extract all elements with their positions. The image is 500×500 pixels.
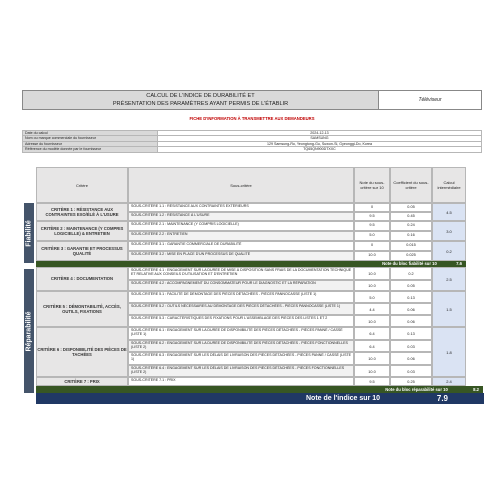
score-table [24, 167, 483, 393]
coef-2-2: 0.16 [390, 231, 432, 241]
reparabilite-total-value: 8.2 [473, 387, 479, 392]
section-fiabilite-label: Fiabilité [25, 219, 33, 247]
coef-5-2: 0.06 [390, 303, 432, 315]
note-4-1: 10.0 [354, 267, 390, 280]
subcriterion-2-2: SOUS-CRITÈRE 2.2 : ENTRETIEN [128, 231, 354, 241]
note-6-3: 10.0 [354, 352, 390, 365]
criterion-2: CRITÈRE 2 : MAINTENANCE (Y COMPRIS LOGICIELLE) & ENTRETIEN [36, 221, 128, 241]
section-fiabilite [24, 203, 34, 263]
info-label: Date du calcul [23, 131, 158, 136]
subcriterion-3-1: SOUS-CRITÈRE 3.1 : GARANTIE COMMERCIALE DE DURABILITÉ [128, 241, 354, 251]
note-7-1: 9.5 [354, 377, 390, 386]
coef-6-2: 0.03 [390, 340, 432, 353]
info-value: TQ65QN900DTXXC [158, 147, 482, 152]
calc-7: 2.4 [432, 377, 466, 386]
criterion-3: CRITÈRE 3 : GARANTIE ET PROCESSUS QUALITÉ [36, 241, 128, 261]
fiche-notice: FICHE D'INFORMATION À TRANSMETTRE AUX DEMANDEURS [189, 116, 315, 121]
info-table [22, 130, 482, 153]
coef-7-1: 0.25 [390, 377, 432, 386]
note-6-4: 10.0 [354, 365, 390, 378]
reparabilite-total-label: Note du bloc réparabilité sur 10 [385, 387, 448, 392]
note-3-1: 0 [354, 241, 390, 251]
subcriterion-7-1: SOUS-CRITÈRE 7.1 : PRIX [128, 377, 354, 386]
subcriterion-5-3: SOUS-CRITÈRE 5.3 : CARACTÉRISTIQUES DES FIXATIONS POUR L'ASSEMBLAGE DES PIÈCES DES LISTES 1 ET 2 [128, 315, 354, 327]
info-label: Référence du modèle donnée par le fournisseur [23, 147, 158, 152]
subcriterion-1-1: SOUS-CRITÈRE 1.1 : RÉSISTANCE AUX CONTRAINTES EXTÉRIEURS [128, 203, 354, 212]
final-score-bar [36, 393, 484, 404]
calc-4: 2.5 [432, 267, 466, 291]
product-type: Téléviseur [379, 91, 481, 109]
calc-3: 0.2 [432, 241, 466, 261]
subcriterion-6-4: SOUS-CRITÈRE 6.4 : ENGAGEMENT SUR LES DÉLAIS DE LIVRAISON DES PIÈCES DÉTACHÉES - PIÈCES FONCTIONNELLES (LISTE 2) [128, 365, 354, 378]
col-header-critere: Critère [36, 167, 128, 203]
note-5-2: 4.4 [354, 303, 390, 315]
note-2-1: 9.5 [354, 221, 390, 231]
coef-5-1: 0.13 [390, 291, 432, 303]
info-label: Nom ou marque commerciale du fournisseur [23, 136, 158, 141]
coef-1-1: 0.05 [390, 203, 432, 212]
col-header-sous-critere: Sous-critère [128, 167, 354, 203]
calc-1: 4.5 [432, 203, 466, 221]
criterion-4: CRITÈRE 4 : DOCUMENTATION [36, 267, 128, 291]
info-value: 129 Samsung-Ro, Yeongtong-Gu, Suwon-Si, Gyeonggi-Do, Korea [158, 141, 482, 146]
subcriterion-4-1: SOUS-CRITÈRE 4.1 : ENGAGEMENT SUR LA DURÉE DE MISE À DISPOSITION SANS FRAIS DE LA DOCUMENTATION TECHNIQUE ET RELATIVE AUX CONSEILS D'UTILISATION ET D'ENTRETIEN [128, 267, 354, 280]
note-4-2: 10.0 [354, 280, 390, 291]
section-reparabilite [24, 269, 34, 393]
criterion-6: CRITÈRE 6 : DISPONIBILITÉ DES PIÈCES DE TACHÉES [36, 327, 128, 377]
col-header-note: Note du sous-critère sur 10 [354, 167, 390, 203]
final-score-label: Note de l'indice sur 10 [306, 395, 381, 402]
title-line-2: PRÉSENTATION DES PARAMÈTRES AYANT PERMIS DE L'ÉTABLIR [112, 101, 289, 107]
note-1-2: 9.5 [354, 212, 390, 221]
coef-1-2: 0.45 [390, 212, 432, 221]
subcriterion-1-2: SOUS-CRITÈRE 1.2 : RÉSISTANCE À L'USURE [128, 212, 354, 221]
subcriterion-5-1: SOUS-CRITÈRE 5.1 : FACILITÉ DE DÉMONTAGE DES PIÈCES DÉTACHÉES - PIÈCES PANNOCASSE (LISTE 1) [128, 291, 354, 303]
coef-3-1: 0.015 [390, 241, 432, 251]
col-header-coef: Coefficient du sous-critère [390, 167, 432, 203]
info-label: Adresse du fournisseur [23, 141, 158, 146]
coef-6-4: 0.03 [390, 365, 432, 378]
note-2-2: 5.0 [354, 231, 390, 241]
subcriterion-2-1: SOUS-CRITÈRE 2.1 : MAINTENANCE (Y COMPRIS LOGICIELLE) [128, 221, 354, 231]
col-header-calc: Calcul intermédiaire [432, 167, 466, 203]
fiabilite-total-label: Note du bloc fiabilité sur 10 [382, 261, 437, 266]
subcriterion-4-2: SOUS-CRITÈRE 4.2 : ACCOMPAGNEMENT DU CONSOMMATEUR POUR LE DIAGNOSTIC ET LA RÉPARATION [128, 280, 354, 291]
info-value: SAMSUNG [158, 136, 482, 141]
note-5-1: 5.0 [354, 291, 390, 303]
coef-4-2: 0.05 [390, 280, 432, 291]
subcriterion-3-2: SOUS-CRITÈRE 3.2 : MISE EN PLACE D'UN PROCESSUS DE QUALITÉ [128, 251, 354, 261]
fiabilite-total-value: 7.6 [456, 261, 462, 266]
criterion-1: CRITÈRE 1 : RÉSISTANCE AUX CONTRAINTES EXO/ÉLÉ À L'USURE [36, 203, 128, 221]
final-score-value: 7.9 [436, 394, 448, 403]
coef-4-1: 0.2 [390, 267, 432, 280]
calc-5: 1.5 [432, 291, 466, 327]
document-header [22, 90, 482, 110]
reparabilite-total-bar [36, 386, 483, 393]
subcriterion-5-2: SOUS-CRITÈRE 5.2 : OUTILS NÉCESSAIRES AU DÉMONTAGE DES PIÈCES DÉTACHÉES - PIÈCES PANNOCASSE (LISTE 1) [128, 303, 354, 315]
note-5-3: 10.0 [354, 315, 390, 327]
coef-5-3: 0.06 [390, 315, 432, 327]
note-6-2: 6.4 [354, 340, 390, 353]
document-title [23, 91, 379, 109]
calc-2: 3.0 [432, 221, 466, 241]
coef-2-1: 0.24 [390, 221, 432, 231]
calc-6: 1.8 [432, 327, 466, 377]
coef-6-1: 0.13 [390, 327, 432, 340]
info-value: 2024-12-13 [158, 131, 482, 136]
criterion-5: CRITÈRE 5 : DÉMONTABILITÉ, ACCÈS, OUTILS, FIXATIONS [36, 291, 128, 327]
coef-3-2: 0.025 [390, 251, 432, 261]
subcriterion-6-3: SOUS-CRITÈRE 6.3 : ENGAGEMENT SUR LES DÉLAIS DE LIVRAISON DES PIÈCES DÉTACHÉES - PIÈCES PANNÉ / CASSÉ (LISTE 1) [128, 352, 354, 365]
note-6-1: 6.4 [354, 327, 390, 340]
coef-6-3: 0.06 [390, 352, 432, 365]
note-3-2: 10.0 [354, 251, 390, 261]
title-line-1: CALCUL DE L'INDICE DE DURABILITÉ ET [146, 93, 255, 99]
criterion-7: CRITÈRE 7 : PRIX [36, 377, 128, 386]
subcriterion-6-2: SOUS-CRITÈRE 6.2 : ENGAGEMENT SUR LA DURÉE DE DISPONIBILITÉ DES PIÈCES DÉTACHÉES - PIÈCES FONCTIONNELLES (LISTE 2) [128, 340, 354, 353]
section-reparabilite-label: Réparabilité [25, 310, 33, 352]
note-1-1: 0 [354, 203, 390, 212]
subcriterion-6-1: SOUS-CRITÈRE 6.1 : ENGAGEMENT SUR LA DURÉE DE DISPONIBILITÉ DES PIÈCES DÉTACHÉES - PIÈCES PANNÉ / CASSÉ (LISTE 1) [128, 327, 354, 340]
info-row [23, 147, 482, 152]
